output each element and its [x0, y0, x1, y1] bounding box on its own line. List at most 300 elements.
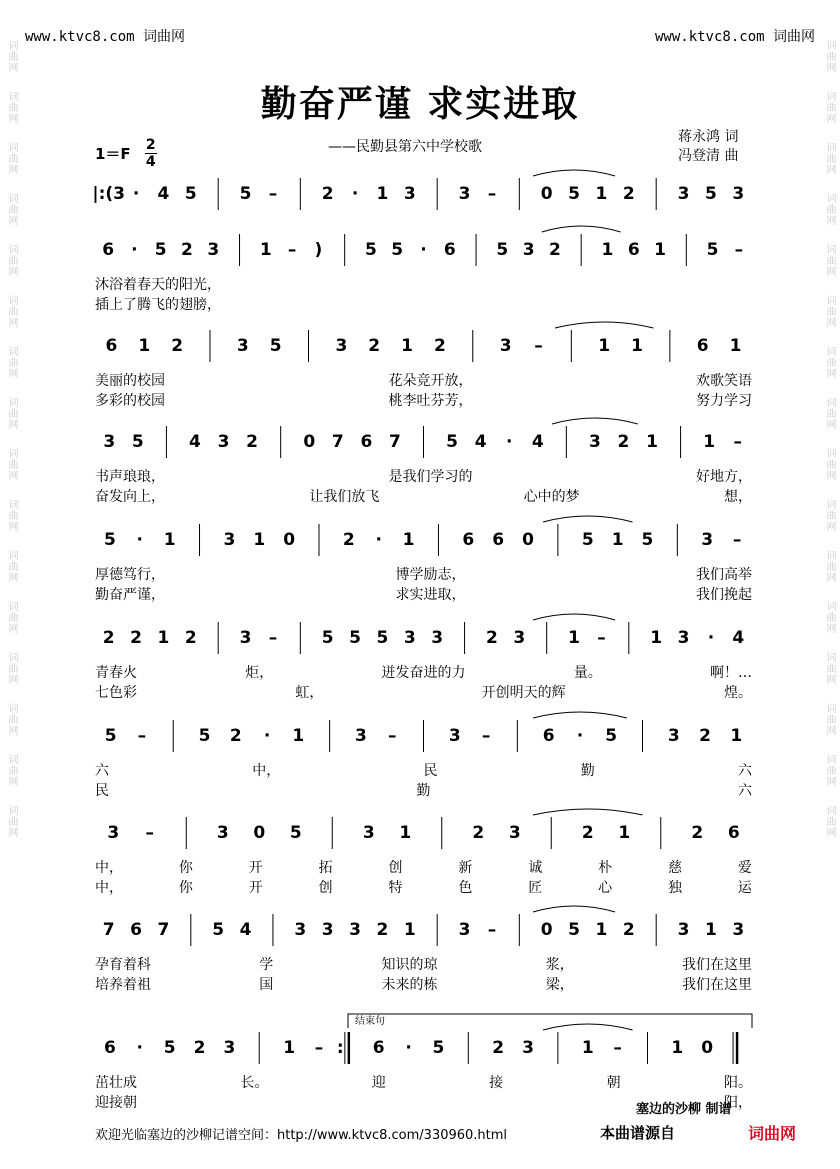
lyric-segment: 六	[738, 763, 752, 779]
note: ·	[576, 726, 584, 746]
note: 5	[239, 184, 252, 204]
lyric-segment: 书声琅琅，	[95, 469, 165, 485]
lyric-segment: 开	[248, 880, 263, 896]
note: 3	[667, 726, 680, 746]
score-row	[0, 815, 840, 915]
note: 5	[391, 240, 404, 260]
note: 1	[259, 240, 272, 260]
lyric-segment: 博学励志，	[395, 567, 466, 583]
lyric-segment: 创	[318, 880, 333, 896]
lyric-segment: 是我们学习的	[388, 469, 473, 485]
lyric-segment: 我们挽起	[696, 587, 752, 603]
lyric-segment: 特	[388, 880, 403, 896]
lyric-segment: 开	[248, 860, 263, 876]
notation-line	[0, 328, 840, 368]
note: 6	[443, 240, 456, 260]
note: 5	[605, 726, 618, 746]
lyric-segment: 迎接朝	[95, 1095, 137, 1111]
lyric-segment: 勤	[580, 763, 595, 779]
lyric-segment: 我们在这里	[682, 957, 752, 973]
lyric-segment: 我们高举	[696, 567, 752, 583]
note: 5	[289, 823, 302, 843]
watermark-text: 词曲网	[6, 652, 17, 685]
lyric-segment: 虹，	[295, 685, 324, 701]
note: 2	[622, 184, 635, 204]
score-row	[0, 620, 840, 720]
note: 2	[102, 628, 115, 648]
lyric-segment: 中，	[252, 763, 281, 779]
note: 3	[499, 336, 512, 356]
note: 3	[207, 240, 220, 260]
note: 1	[646, 432, 658, 452]
note: 3	[223, 1038, 236, 1058]
lyric-segment: 梁，	[545, 977, 574, 993]
notation-line	[0, 232, 840, 272]
slur	[533, 170, 615, 176]
note: 4	[189, 432, 201, 452]
time-signature	[145, 138, 157, 169]
lyric-line	[95, 780, 752, 800]
watermark-text: 词曲网	[824, 397, 835, 430]
note: 5	[321, 628, 334, 648]
note: 6	[492, 530, 505, 550]
song-title: 勤奋严谨 求实进取	[260, 83, 580, 125]
note: 2	[171, 336, 184, 356]
note: 5	[568, 920, 580, 940]
lyric-segment: 多彩的校园	[95, 393, 165, 409]
note: –	[487, 184, 497, 204]
note: 1	[163, 530, 176, 550]
note: 3	[294, 920, 307, 940]
note: –	[613, 1038, 622, 1058]
lyric-segment: 诚	[528, 860, 543, 876]
lyricist-credit: 蒋永鸿 词	[678, 129, 739, 145]
note: 1	[138, 336, 151, 356]
notation-line	[0, 815, 840, 855]
watermark-text: 词曲网	[6, 142, 17, 175]
note: 5	[104, 726, 117, 746]
lyric-segment: 阳，	[724, 1095, 752, 1111]
watermark-text: 词曲网	[824, 346, 835, 379]
song-subtitle: ——民勤县第六中学校歌	[328, 139, 482, 155]
note: –	[481, 726, 491, 746]
note: 1	[253, 530, 266, 550]
lyric-segment: 开创明天的辉	[481, 685, 566, 701]
note: 1	[292, 726, 305, 746]
lyric-segment: 茁壮成	[95, 1075, 137, 1091]
lyric-segment: 匠	[528, 880, 543, 896]
repeat-sign: :	[336, 1038, 344, 1058]
watermark-text: 词曲网	[6, 805, 17, 838]
note: 2	[434, 336, 446, 356]
note: ·	[420, 240, 427, 260]
note: 2	[321, 184, 334, 204]
note: 0	[283, 530, 296, 550]
note: 3	[321, 920, 334, 940]
lyric-segment: 我们在这里	[682, 977, 752, 993]
note: 1	[403, 920, 416, 940]
watermark-text: 词曲网	[6, 601, 17, 634]
lyric-segment: 新	[458, 860, 473, 876]
watermark-text: 词曲网	[824, 703, 835, 736]
lyric-segment: 努力学习	[696, 393, 752, 409]
lyric-segment: 民	[423, 763, 438, 779]
lyric-segment: 爱	[737, 860, 752, 876]
lyric-line	[95, 274, 752, 294]
note: –	[268, 628, 278, 648]
lyric-segment: 慈	[668, 860, 682, 876]
note: 5	[163, 1038, 176, 1058]
watermark-text: 词曲网	[6, 550, 17, 583]
note: 6	[372, 1038, 385, 1058]
note: 5	[212, 920, 225, 940]
note: 5	[376, 628, 389, 648]
note: ·	[263, 726, 271, 746]
composer-credit: 冯登清 曲	[678, 148, 739, 164]
note: 3	[236, 336, 249, 356]
note: 5	[184, 184, 197, 204]
note: 3	[217, 432, 230, 452]
lyric-segment: 阳。	[723, 1075, 752, 1091]
note: 5	[269, 336, 282, 356]
note: 3	[522, 240, 535, 260]
note: 5	[154, 240, 167, 260]
note: ·	[351, 184, 359, 204]
lyric-segment: 运	[737, 880, 752, 896]
lyric-segment: 好地方，	[696, 469, 752, 485]
producer-credit: 塞边的沙柳 制谱	[636, 1102, 732, 1117]
note: ·	[136, 1038, 144, 1058]
note: 3	[458, 920, 471, 940]
note: 2	[368, 336, 381, 356]
note: 3	[588, 432, 601, 452]
time-denominator: 4	[145, 154, 156, 170]
note: 1	[671, 1038, 684, 1058]
lyric-line	[95, 974, 752, 994]
note: 2	[691, 823, 704, 843]
note: 4	[531, 432, 544, 452]
note: 3	[458, 184, 471, 204]
ending-bracket-line	[348, 1014, 752, 1028]
note: 1	[611, 530, 624, 550]
note: 5	[706, 240, 719, 260]
lyric-segment: 迎	[371, 1075, 386, 1091]
site-link-right[interactable]: www.ktvc8.com 词曲网	[654, 29, 815, 45]
note: 1	[654, 240, 666, 260]
note: 2	[472, 823, 485, 843]
note: –	[268, 184, 278, 204]
note: 2	[617, 432, 630, 452]
note: 1	[402, 530, 415, 550]
lyric-segment: 插上了腾飞的翅膀，	[95, 297, 221, 313]
note: 1	[595, 920, 608, 940]
note: 0	[522, 530, 534, 550]
note: 3	[355, 726, 367, 746]
note: 0	[303, 432, 316, 452]
note: 1	[703, 432, 716, 452]
time-numerator: 2	[145, 137, 156, 153]
lyric-segment: 六	[738, 783, 752, 799]
note: 3	[107, 823, 120, 843]
lyric-segment: 迸发奋进的力	[381, 665, 466, 681]
lyric-line	[95, 1072, 752, 1092]
note: 7	[389, 432, 401, 452]
notation-line	[0, 176, 840, 216]
watermark-text: 词曲网	[824, 244, 835, 277]
watermark-text: 词曲网	[6, 754, 17, 787]
lyric-segment: 长。	[240, 1075, 269, 1091]
lyric-segment: 朴	[598, 860, 613, 876]
note: 3	[335, 336, 348, 356]
note: ·	[505, 432, 513, 452]
lyric-segment: 学	[259, 957, 274, 973]
lyric-segment: 七色彩	[95, 685, 137, 701]
note: 2	[699, 726, 711, 746]
lyric-segment: 朝	[606, 1075, 621, 1091]
lyric-line	[95, 760, 752, 780]
note: 7	[102, 920, 115, 940]
score-row	[0, 232, 840, 332]
note: 0	[540, 184, 553, 204]
lyric-segment: 美丽的校园	[95, 373, 165, 389]
watermark-text: 词曲网	[824, 91, 835, 124]
note: –	[145, 823, 154, 843]
key-label: 1＝F	[95, 145, 131, 163]
lyric-segment: 量。	[573, 665, 602, 681]
note: 6	[105, 336, 118, 356]
notation-line	[0, 620, 840, 660]
watermark-text: 词曲网	[824, 40, 835, 73]
note: 2	[181, 240, 193, 260]
note: 3	[508, 823, 521, 843]
lyric-segment: 中，	[95, 860, 123, 876]
note: 1	[376, 184, 389, 204]
note: 3	[362, 823, 375, 843]
note: –	[314, 1038, 324, 1058]
note: 1	[730, 726, 743, 746]
note: 6	[696, 336, 709, 356]
note: 3	[239, 628, 252, 648]
note: –	[137, 726, 147, 746]
note: –	[597, 628, 606, 648]
note: 3	[403, 184, 416, 204]
watermark-text: 词曲网	[824, 805, 835, 838]
note: –	[732, 530, 742, 550]
lyric-segment: 接	[489, 1075, 504, 1091]
watermark-text: 词曲网	[6, 397, 17, 430]
lyric-segment: 心	[598, 880, 613, 896]
score-row	[0, 328, 840, 428]
note: 5	[198, 726, 211, 746]
lyric-line	[95, 857, 752, 877]
note: 5	[131, 432, 144, 452]
watermark-text: 词曲网	[824, 754, 835, 787]
watermark-text: 词曲网	[6, 703, 17, 736]
watermark-text: 词曲网	[824, 193, 835, 226]
note: 1	[598, 336, 611, 356]
note: 0	[540, 920, 553, 940]
note: 2	[193, 1038, 206, 1058]
note: 3	[513, 628, 526, 648]
note: 3	[732, 920, 745, 940]
lyric-line	[95, 682, 752, 702]
source-label: 本曲谱源自	[600, 1124, 676, 1142]
footer-text[interactable]: 欢迎光临塞边的沙柳记谱空间：http://www.ktvc8.com/330960.html	[95, 1128, 508, 1143]
note: )	[314, 240, 323, 260]
note: 5	[365, 240, 377, 260]
note: 2	[342, 530, 355, 550]
note: 1	[568, 628, 580, 648]
note: 4	[239, 920, 252, 940]
lyric-segment: 色	[458, 880, 473, 896]
lyric-segment: 啊！…	[710, 665, 752, 681]
lyric-segment: 独	[668, 880, 682, 896]
watermark-text: 词曲网	[6, 244, 17, 277]
note: ·	[375, 530, 382, 550]
notation-line	[0, 718, 840, 758]
lyric-segment: 浆，	[545, 957, 574, 973]
note: 5	[432, 1038, 445, 1058]
watermark-text: 词曲网	[824, 142, 835, 175]
note: 3	[431, 628, 444, 648]
note: 3	[677, 920, 690, 940]
note: 5	[581, 530, 594, 550]
lyric-line	[95, 486, 752, 506]
note: 1	[581, 1038, 594, 1058]
score-row	[0, 424, 840, 524]
lyric-line	[95, 370, 752, 390]
lyric-segment: 煌。	[723, 685, 752, 701]
note: 2	[622, 920, 635, 940]
note: 1	[595, 184, 608, 204]
note: –	[733, 432, 742, 452]
notation-line	[0, 1030, 840, 1070]
note: 6	[130, 920, 142, 940]
lyric-segment: 国	[259, 977, 274, 993]
score-row	[0, 912, 840, 1012]
score-row	[0, 718, 840, 818]
note: –	[487, 920, 497, 940]
note: 0	[701, 1038, 714, 1058]
note: 1	[601, 240, 614, 260]
credits	[678, 128, 738, 166]
note: 2	[581, 823, 594, 843]
note: 3	[448, 726, 461, 746]
notation-line	[0, 522, 840, 562]
note: 1	[631, 336, 643, 356]
note: 3	[522, 1038, 534, 1058]
lyric-segment: 你	[178, 880, 193, 896]
note: ·	[136, 530, 144, 550]
note: 1	[618, 823, 631, 843]
note: 0	[253, 823, 266, 843]
note: 6	[104, 1038, 116, 1058]
note: 4	[732, 628, 745, 648]
lyric-segment: 青春火	[95, 665, 137, 681]
note: 3	[103, 432, 116, 452]
note: 2	[376, 920, 389, 940]
note: ·	[707, 628, 715, 648]
lyric-line	[95, 584, 752, 604]
lyric-line	[95, 466, 752, 486]
watermark-text: 词曲网	[824, 295, 835, 328]
note: 1	[705, 920, 717, 940]
note: |:(3	[92, 184, 125, 204]
note: 3	[732, 184, 745, 204]
watermark-text: 词曲网	[6, 193, 17, 226]
note: ·	[132, 184, 140, 204]
site-link-left[interactable]: www.ktvc8.com 词曲网	[25, 29, 186, 45]
note: 1	[157, 628, 170, 648]
lyric-segment: 厚德笃行，	[95, 567, 165, 583]
note: 3	[677, 184, 690, 204]
lyric-segment: 心中的梦	[523, 489, 580, 505]
note: 7	[331, 432, 344, 452]
watermark-text: 词曲网	[6, 91, 17, 124]
watermark-text: 词曲网	[824, 448, 835, 481]
lyric-segment: 孕育着科	[95, 957, 151, 973]
lyric-segment: 勤	[416, 783, 431, 799]
lyric-segment: 让我们放飞	[309, 489, 380, 505]
lyric-line	[95, 662, 752, 682]
note: 6	[542, 726, 555, 746]
brand-logo[interactable]: 词曲网	[748, 1124, 797, 1143]
note: 6	[360, 432, 373, 452]
note: 2	[548, 240, 561, 260]
note: 5	[104, 530, 116, 550]
note: 1	[399, 823, 412, 843]
watermark-text: 词曲网	[6, 295, 17, 328]
note: ·	[405, 1038, 412, 1058]
score-row	[0, 522, 840, 622]
note: 1	[729, 336, 742, 356]
note: 2	[184, 628, 197, 648]
note: 4	[157, 184, 170, 204]
note: 5	[349, 628, 361, 648]
note: 3	[403, 628, 416, 648]
note: 2	[486, 628, 498, 648]
note: 6	[462, 530, 475, 550]
watermark-text: 词曲网	[6, 40, 17, 73]
note: 6	[102, 240, 115, 260]
note: 4	[474, 432, 487, 452]
lyric-segment: 沐浴着春天的阳光，	[95, 277, 221, 293]
lyric-line	[95, 294, 752, 314]
notation-line	[0, 424, 840, 464]
watermark-text: 词曲网	[824, 499, 835, 532]
key-signature	[95, 138, 157, 169]
watermark-text: 词曲网	[824, 550, 835, 583]
lyric-line	[95, 877, 752, 897]
note: –	[534, 336, 543, 356]
lyric-segment: 桃李吐芬芳，	[388, 393, 473, 409]
lyric-segment: 六	[95, 763, 109, 779]
note: 5	[705, 184, 717, 204]
watermark-text: 词曲网	[824, 601, 835, 634]
lyric-segment: 奋发向上，	[95, 489, 165, 505]
lyric-segment: 民	[95, 783, 109, 799]
watermark-text: 词曲网	[824, 652, 835, 685]
lyric-segment: 知识的琼	[381, 957, 438, 973]
note: 5	[641, 530, 654, 550]
slur	[543, 1024, 633, 1030]
lyric-segment: 花朵竞开放，	[388, 373, 473, 389]
note: 2	[246, 432, 259, 452]
lyric-segment: 你	[178, 860, 193, 876]
note: 6	[627, 240, 640, 260]
note: 3	[677, 628, 690, 648]
lyric-segment: 中，	[95, 880, 123, 896]
